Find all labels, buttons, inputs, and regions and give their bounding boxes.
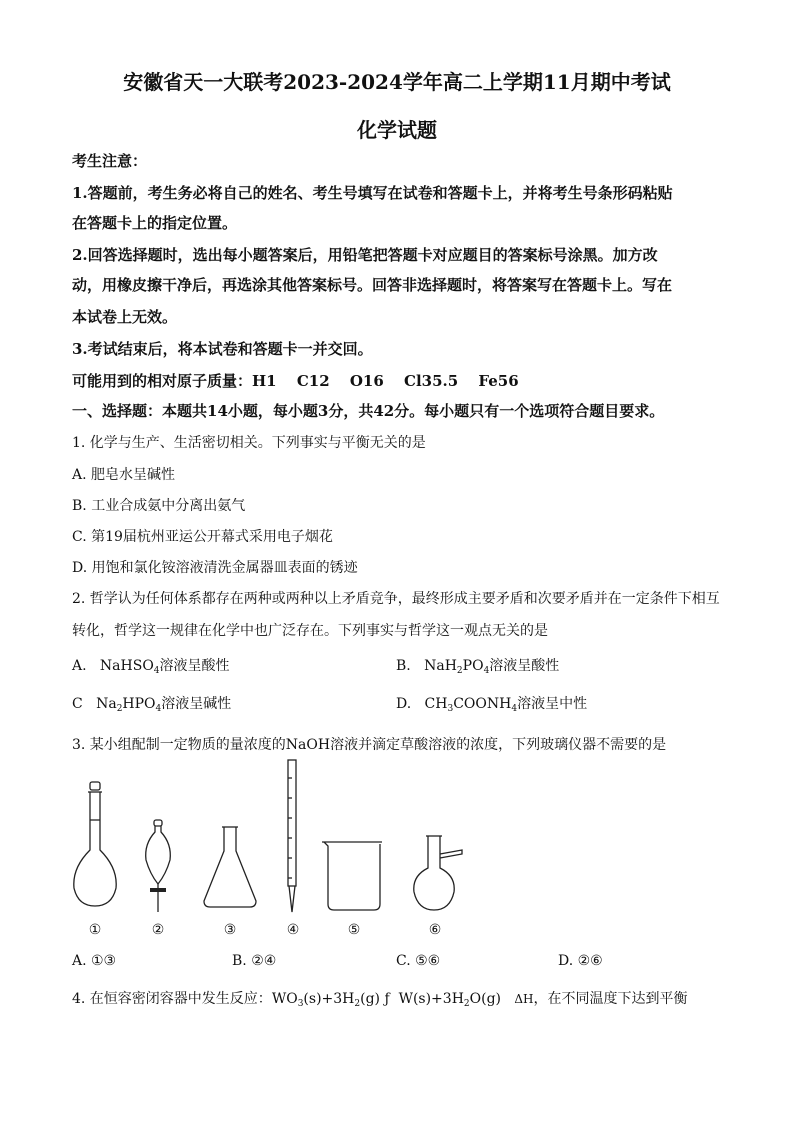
notice-line-6: 3.考试结束后，将本试卷和答题卡一并交回。 bbox=[72, 340, 373, 358]
distilling-flask-icon bbox=[410, 834, 466, 914]
conical-flask-icon bbox=[200, 825, 260, 909]
apparatus-label-3: ③ bbox=[223, 922, 237, 938]
option-text: 溶液呈碱性 bbox=[161, 696, 232, 712]
notice-line-1: 1.答题前，考生务必将自己的姓名、考生号填写在试卷和答题卡上，并将考生号条形码粘贴 bbox=[72, 184, 673, 202]
option-letter: A. bbox=[72, 658, 87, 674]
question-4-stem bbox=[72, 988, 688, 1009]
question-1-option-c: C. 第19届杭州亚运公开幕式采用电子烟花 bbox=[72, 529, 333, 545]
formula-na2hpo4: $Na_2HPO_4$ bbox=[96, 696, 162, 714]
notice-line-2: 在答题卡上的指定位置。 bbox=[72, 214, 238, 232]
question-4-stem-pre: 4. 在恒容密闭容器中发生反应： bbox=[72, 991, 272, 1007]
section-heading: 一、选择题：本题共14小题，每小题3分，共42分。每小题只有一个选项符合题目要求。 bbox=[72, 402, 665, 420]
formula-nah2po4: $NaH_2PO_4$ bbox=[424, 658, 490, 676]
equilibrium-arrow: ƒ bbox=[384, 991, 390, 1007]
question-4-stem-post: ，在不同温度下达到平衡 bbox=[533, 991, 688, 1007]
separatory-funnel-icon bbox=[140, 818, 176, 914]
question-2-option-b bbox=[396, 655, 559, 676]
option-text: 溶液呈酸性 bbox=[489, 658, 560, 674]
option-text: 溶液呈酸性 bbox=[159, 658, 230, 674]
notice-line-4: 动，用橡皮擦干净后，再选涂其他答案标号。回答非选择题时，将答案写在答题卡上。写在 bbox=[72, 276, 673, 294]
question-3-stem: 3. 某小组配制一定物质的量浓度的NaOH溶液并滴定草酸溶液的浓度，下列玻璃仪器不需要的是 bbox=[72, 737, 667, 753]
question-2-option-d bbox=[396, 693, 587, 714]
volumetric-flask-icon bbox=[68, 780, 122, 910]
notice-heading: 考生注意： bbox=[72, 152, 148, 170]
option-letter: C bbox=[72, 696, 83, 712]
option-letter: B. bbox=[396, 658, 411, 674]
formula-ch3coonh4: $CH_3COONH_4$ bbox=[424, 696, 518, 714]
option-letter: D. bbox=[396, 696, 412, 712]
question-1-option-d: D. 用饱和氯化铵溶液清洗金属器皿表面的锈迹 bbox=[72, 560, 358, 576]
apparatus-label-5: ⑤ bbox=[347, 922, 361, 938]
exam-subtitle: 化学试题 bbox=[357, 118, 437, 142]
delta-h: ΔH bbox=[514, 992, 534, 1006]
question-3-option-a: A. ①③ bbox=[72, 953, 117, 969]
question-1-option-a: A. 肥皂水呈碱性 bbox=[72, 467, 176, 483]
notice-line-5: 本试卷上无效。 bbox=[72, 308, 178, 326]
equation-right: $W(s)+3H_2O(g)$ bbox=[398, 991, 502, 1009]
question-3-option-b: B. ②④ bbox=[232, 953, 277, 969]
question-2-stem-1: 2. 哲学认为任何体系都存在两种或两种以上矛盾竞争，最终形成主要矛盾和次要矛盾并在一定条件下相互 bbox=[72, 591, 720, 607]
burette-icon bbox=[282, 758, 302, 914]
question-2-option-c bbox=[72, 693, 231, 714]
equation-left: $WO_3(s)+3H_2(g)$ bbox=[271, 991, 381, 1009]
question-1-stem: 1. 化学与生产、生活密切相关。下列事实与平衡无关的是 bbox=[72, 435, 426, 451]
exam-title: 安徽省天一大联考2023-2024学年高二上学期11月期中考试 bbox=[123, 70, 671, 94]
apparatus-label-6: ⑥ bbox=[428, 922, 442, 938]
question-2-stem-2: 转化，哲学这一规律在化学中也广泛存在。下列事实与哲学这一观点无关的是 bbox=[72, 623, 548, 639]
apparatus-label-2: ② bbox=[151, 922, 165, 938]
question-3-option-d: D. ②⑥ bbox=[558, 953, 603, 969]
beaker-icon bbox=[320, 838, 386, 912]
option-text: 溶液呈中性 bbox=[517, 696, 588, 712]
formula-nahso4: NaHSO$_4$ bbox=[99, 658, 160, 676]
atomic-mass-line: 可能用到的相对原子质量：H1 C12 O16 Cl35.5 Fe56 bbox=[72, 372, 519, 390]
apparatus-label-4: ④ bbox=[286, 922, 300, 938]
question-3-option-c: C. ⑤⑥ bbox=[396, 953, 441, 969]
question-1-option-b: B. 工业合成氨中分离出氨气 bbox=[72, 498, 246, 514]
notice-line-3: 2.回答选择题时，选出每小题答案后，用铅笔把答题卡对应题目的答案标号涂黑。加方改 bbox=[72, 246, 658, 264]
question-2-option-a bbox=[72, 655, 230, 676]
apparatus-label-1: ① bbox=[88, 922, 102, 938]
